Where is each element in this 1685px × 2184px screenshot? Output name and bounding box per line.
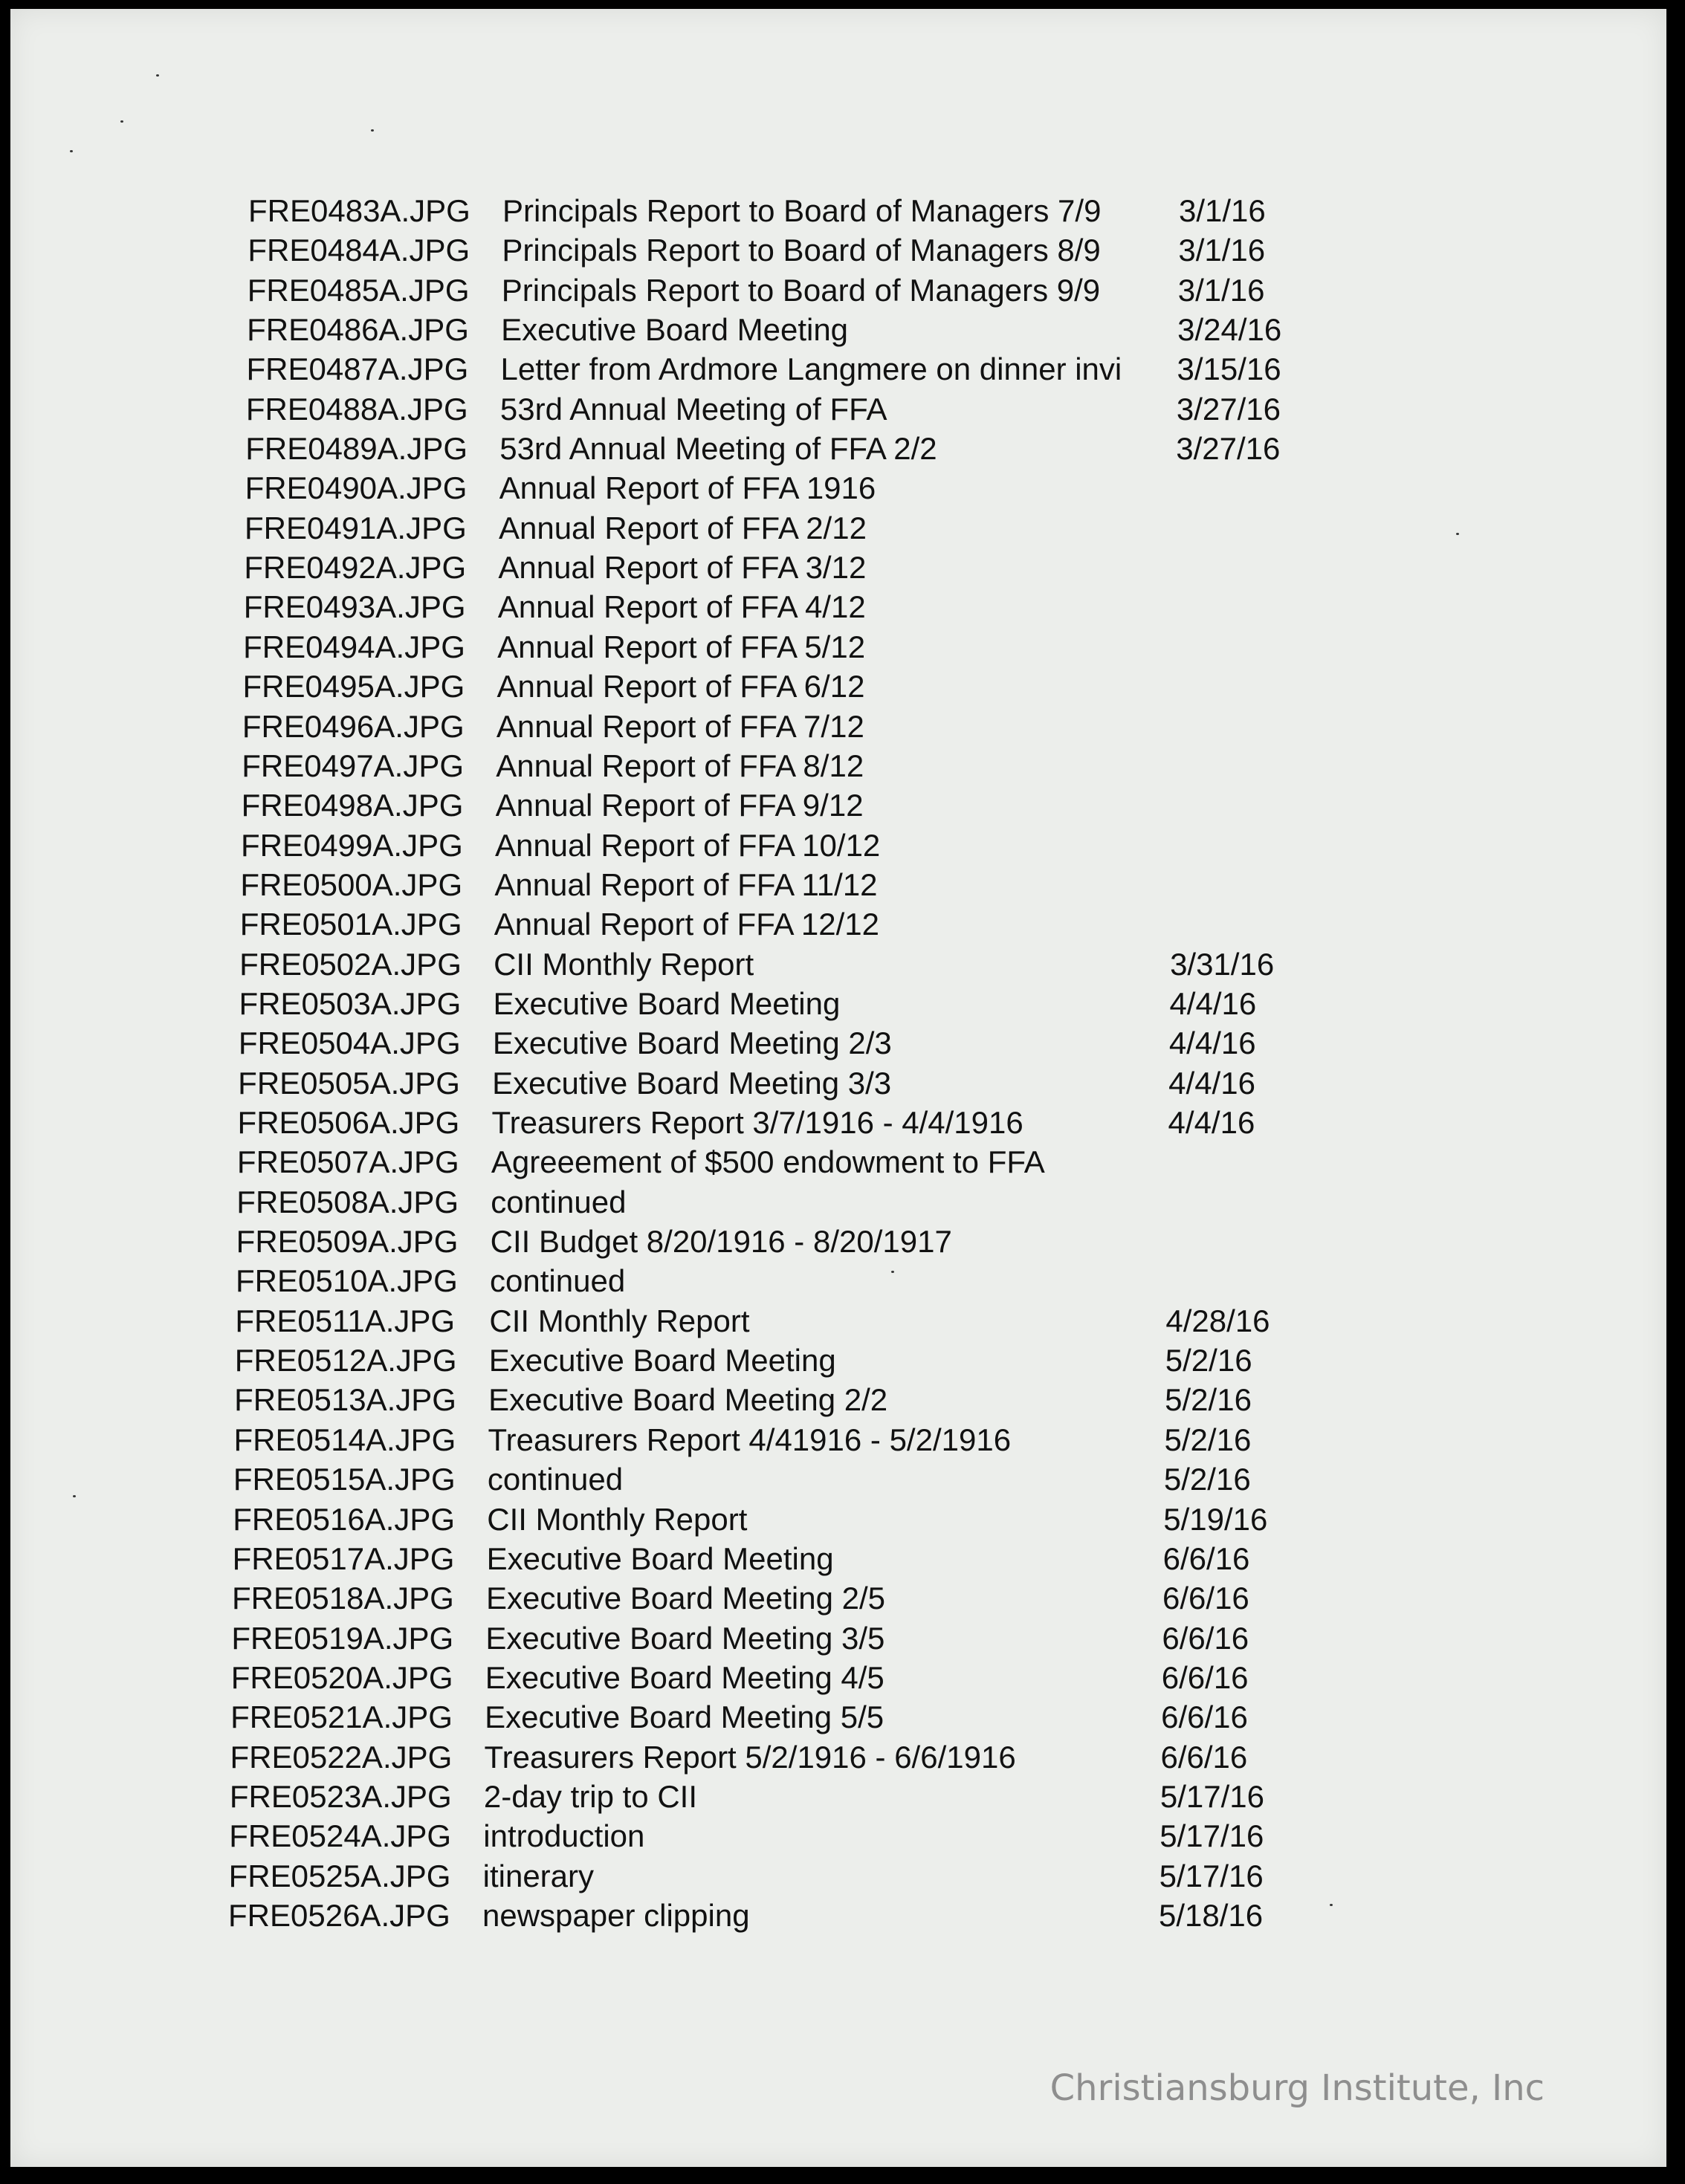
file-description: Annual Report of FFA 10/12 [494,827,881,863]
file-name: FRE0496A.JPG [242,708,465,744]
file-description: Annual Report of FFA 5/12 [497,629,866,664]
file-description: CII Monthly Report [489,1303,750,1338]
file-name: FRE0495A.JPG [242,669,465,704]
file-date: 3/1/16 [1177,272,1265,308]
file-date: 4/4/16 [1168,1025,1256,1061]
file-description: Principals Report to Board of Managers 9/9 [501,272,1101,308]
file-description: Executive Board Meeting 3/5 [485,1620,885,1656]
file-name: FRE0491A.JPG [244,510,467,545]
list-row [231,1659,1420,1697]
file-date: 4/28/16 [1165,1303,1270,1338]
file-description: Annual Report of FFA 2/12 [498,510,867,545]
list-row [239,1024,1428,1063]
file-description: Agreeement of $500 endowment to FFA [491,1144,1045,1180]
file-description: continued [487,1462,624,1497]
list-row [231,1619,1420,1658]
list-row [238,1064,1427,1103]
file-name: FRE0517A.JPG [232,1540,455,1576]
list-row [246,390,1435,429]
list-row [228,1896,1417,1935]
file-description: newspaper clipping [482,1898,750,1933]
list-row [236,1183,1426,1222]
file-description: Principals Report to Board of Managers 7/9 [502,193,1102,228]
list-row [229,1817,1418,1856]
file-description: Annual Report of FFA 4/12 [497,589,866,625]
file-description: CII Monthly Report [487,1501,748,1537]
file-description: Executive Board Meeting 3/3 [492,1065,892,1101]
list-row [233,1540,1422,1578]
list-row [248,192,1437,230]
file-description: Executive Board Meeting 2/2 [488,1382,888,1418]
file-name: FRE0487A.JPG [246,351,469,387]
file-description: 53rd Annual Meeting of FFA 2/2 [499,431,937,467]
file-date: 6/6/16 [1161,1659,1249,1695]
file-description: Executive Board Meeting [501,312,849,348]
list-row [244,548,1433,587]
file-name: FRE0484A.JPG [248,233,470,268]
file-description: Executive Board Meeting [486,1540,834,1576]
file-name: FRE0497A.JPG [242,748,465,783]
file-description: CII Monthly Report [494,946,754,982]
file-description: Annual Report of FFA 6/12 [497,669,865,704]
file-name: FRE0524A.JPG [229,1818,452,1854]
list-row [239,945,1429,984]
list-row [232,1579,1421,1618]
list-row [233,1500,1422,1539]
file-date: 5/2/16 [1164,1422,1252,1457]
file-name: FRE0489A.JPG [245,431,468,467]
list-row [245,509,1434,548]
file-date: 3/31/16 [1170,946,1275,982]
file-description: Annual Report of FFA 9/12 [495,788,864,823]
file-description: Annual Report of FFA 7/12 [496,708,864,744]
file-name: FRE0486A.JPG [247,312,469,348]
list-row [243,628,1432,667]
file-description: CII Budget 8/20/1916 - 8/20/1917 [490,1224,952,1260]
file-description: 53rd Annual Meeting of FFA [499,391,887,427]
file-date: 6/6/16 [1162,1620,1249,1656]
file-description: Annual Report of FFA 11/12 [494,866,878,902]
file-name: FRE0503A.JPG [239,985,462,1021]
file-description: Executive Board Meeting [493,985,841,1021]
list-row [240,866,1429,904]
list-row [248,271,1437,310]
file-name: FRE0526A.JPG [228,1898,450,1933]
file-description: Annual Report of FFA 8/12 [496,748,864,783]
file-name: FRE0506A.JPG [237,1105,460,1141]
file-date: 4/4/16 [1168,1065,1255,1101]
file-description: Annual Report of FFA 3/12 [498,550,867,586]
file-name: FRE0483A.JPG [248,193,470,228]
file-name: FRE0516A.JPG [233,1501,456,1537]
file-description: Treasurers Report 5/2/1916 - 6/6/1916 [484,1739,1016,1775]
file-date: 5/17/16 [1160,1818,1264,1854]
file-date: 5/2/16 [1163,1462,1251,1497]
file-date: 3/27/16 [1176,391,1281,427]
list-row [234,1381,1423,1419]
file-name: FRE0500A.JPG [240,866,463,902]
file-description: introduction [483,1818,645,1854]
file-date: 6/6/16 [1160,1739,1248,1775]
list-row [234,1421,1423,1459]
list-row [245,469,1435,508]
file-name: FRE0523A.JPG [229,1778,452,1814]
file-name: FRE0519A.JPG [231,1620,454,1656]
list-row [242,667,1432,706]
file-name: FRE0498A.JPG [241,788,464,823]
list-row [248,231,1437,270]
file-name: FRE0515A.JPG [233,1462,456,1497]
file-list [10,9,1666,2167]
file-date: 3/24/16 [1177,312,1282,348]
list-row [242,786,1431,825]
file-name: FRE0511A.JPG [235,1303,456,1338]
list-row [239,985,1428,1023]
list-row [240,905,1429,944]
file-name: FRE0488A.JPG [245,391,468,427]
list-row [235,1341,1424,1380]
list-row [233,1460,1423,1499]
document-page [10,9,1666,2167]
file-description: Executive Board Meeting 4/5 [485,1659,884,1695]
file-name: FRE0505A.JPG [238,1065,460,1101]
list-row [229,1857,1418,1896]
file-date: 5/17/16 [1160,1778,1265,1814]
list-row [241,826,1430,865]
file-description: 2-day trip to CII [483,1778,697,1814]
file-name: FRE0501A.JPG [239,907,462,942]
list-row [247,311,1436,349]
file-description: Treasurers Report 4/41916 - 5/2/1916 [488,1422,1012,1457]
file-name: FRE0509A.JPG [236,1224,459,1260]
file-description: Executive Board Meeting 2/5 [486,1581,885,1616]
file-date: 6/6/16 [1162,1581,1249,1616]
file-name: FRE0490A.JPG [245,470,468,506]
file-description: Executive Board Meeting 5/5 [485,1699,884,1735]
file-date: 5/2/16 [1165,1382,1252,1418]
file-name: FRE0512A.JPG [234,1343,457,1378]
list-row [230,1778,1419,1816]
file-name: FRE0508A.JPG [236,1184,459,1219]
file-name: FRE0522A.JPG [230,1739,453,1775]
list-row [242,707,1432,746]
file-description: Treasurers Report 3/7/1916 - 4/4/1916 [491,1105,1023,1141]
file-date: 3/15/16 [1177,351,1281,387]
file-name: FRE0518A.JPG [232,1581,454,1616]
file-date: 6/6/16 [1162,1540,1250,1576]
file-date: 5/19/16 [1163,1501,1268,1537]
file-description: continued [490,1263,626,1299]
file-name: FRE0520A.JPG [230,1659,453,1695]
file-description: Annual Report of FFA 12/12 [494,907,880,942]
list-row [245,430,1435,468]
file-name: FRE0521A.JPG [230,1699,453,1735]
list-row [236,1222,1426,1261]
list-row [242,747,1431,785]
file-name: FRE0507A.JPG [236,1144,459,1180]
file-name: FRE0510A.JPG [236,1263,458,1299]
file-name: FRE0504A.JPG [238,1025,461,1061]
list-row [246,350,1435,389]
list-row [236,1262,1425,1300]
watermark: Christiansburg Institute, Inc [1050,2067,1545,2109]
list-row [230,1698,1420,1737]
list-row [235,1302,1424,1341]
file-description: continued [491,1184,627,1219]
file-description: Principals Report to Board of Managers 8/9 [502,233,1101,268]
file-date: 3/27/16 [1176,431,1281,467]
file-date: 3/1/16 [1179,193,1266,228]
file-name: FRE0493A.JPG [243,589,466,625]
file-description: Executive Board Meeting 2/3 [492,1025,892,1061]
file-description: Executive Board Meeting [488,1343,836,1378]
file-name: FRE0525A.JPG [228,1858,451,1893]
file-description: Annual Report of FFA 1916 [499,470,876,506]
file-name: FRE0494A.JPG [243,629,465,664]
file-date: 5/2/16 [1165,1343,1252,1378]
file-name: FRE0502A.JPG [239,946,462,982]
file-date: 4/4/16 [1169,985,1257,1021]
file-date: 5/18/16 [1159,1898,1264,1933]
file-date: 3/1/16 [1178,233,1266,268]
file-name: FRE0499A.JPG [240,827,463,863]
list-row [230,1738,1420,1777]
file-name: FRE0513A.JPG [234,1382,456,1418]
file-description: itinerary [482,1858,595,1893]
file-name: FRE0485A.JPG [247,272,470,308]
list-row [244,588,1433,626]
file-date: 5/17/16 [1159,1858,1264,1893]
file-date: 6/6/16 [1161,1699,1248,1735]
list-row [237,1143,1426,1182]
list-row [238,1104,1427,1142]
file-name: FRE0492A.JPG [244,550,467,586]
file-date: 4/4/16 [1168,1105,1255,1141]
file-name: FRE0514A.JPG [233,1422,456,1457]
file-description: Letter from Ardmore Langmere on dinner invi [500,351,1122,387]
